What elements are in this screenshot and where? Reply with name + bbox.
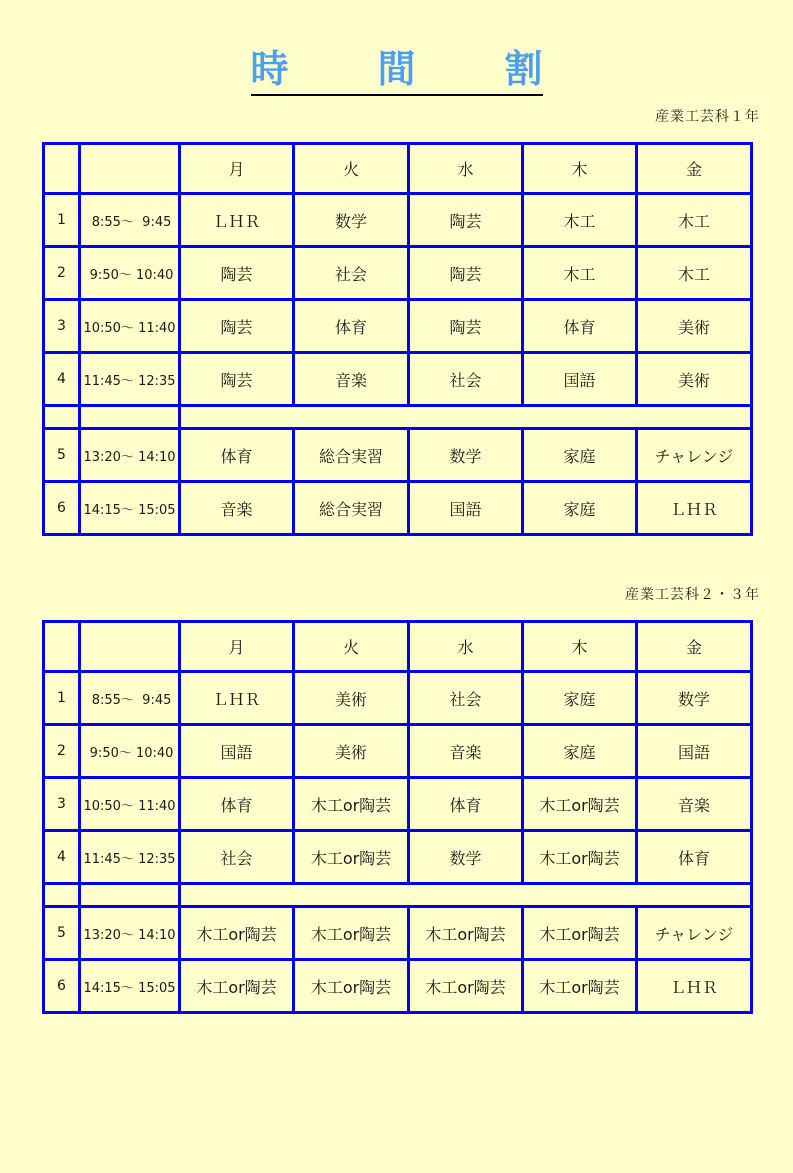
period-number: 1: [44, 672, 80, 725]
subject-cell: 社会: [409, 353, 523, 406]
subject-cell: 音楽: [294, 353, 409, 406]
subject-cell: 音楽: [409, 725, 523, 778]
lunch-break-row: [44, 406, 752, 429]
timetable-grade1: [42, 142, 753, 536]
subject-cell: 数学: [637, 672, 752, 725]
subject-cell: 家庭: [523, 429, 637, 482]
subject-cell: 木工: [637, 247, 752, 300]
day-header-tue: 火: [294, 144, 409, 194]
time-range: 13:20～ 14:10: [80, 907, 180, 960]
period-number: 6: [44, 482, 80, 535]
period-number: 2: [44, 247, 80, 300]
time-range: 10:50～ 11:40: [80, 778, 180, 831]
subject-cell: 陶芸: [409, 194, 523, 247]
time-range: 11:45～ 12:35: [80, 353, 180, 406]
time-range: 10:50～ 11:40: [80, 300, 180, 353]
subject-cell: 家庭: [523, 725, 637, 778]
subject-cell: 国語: [180, 725, 294, 778]
day-header-thu: 木: [523, 144, 637, 194]
period-row: [44, 353, 752, 406]
period-row: [44, 672, 752, 725]
subject-cell: チャレンジ: [637, 429, 752, 482]
subject-cell: 木工or陶芸: [294, 778, 409, 831]
subject-cell: 音楽: [637, 778, 752, 831]
subject-cell: 陶芸: [180, 300, 294, 353]
subject-cell: 国語: [409, 482, 523, 535]
subject-cell: 体育: [294, 300, 409, 353]
period-number: 1: [44, 194, 80, 247]
subject-cell: ＬＨＲ: [180, 672, 294, 725]
corner-blank: [80, 144, 180, 194]
period-row: [44, 960, 752, 1013]
subject-cell: 社会: [294, 247, 409, 300]
corner-blank: [80, 622, 180, 672]
subject-cell: 陶芸: [409, 247, 523, 300]
subject-cell: ＬＨＲ: [637, 960, 752, 1013]
subject-cell: 体育: [523, 300, 637, 353]
subject-cell: 総合実習: [294, 429, 409, 482]
subject-cell: 体育: [180, 429, 294, 482]
period-row: [44, 194, 752, 247]
day-header-mon: 月: [180, 144, 294, 194]
subject-cell: 陶芸: [409, 300, 523, 353]
subject-cell: 国語: [637, 725, 752, 778]
title-char-3: 割: [504, 47, 543, 91]
subject-cell: 木工or陶芸: [294, 907, 409, 960]
lunch-break-cell: [44, 884, 80, 907]
time-range: 8:55～ 9:45: [80, 194, 180, 247]
day-header-tue: 火: [294, 622, 409, 672]
day-header-thu: 木: [523, 622, 637, 672]
subject-cell: ＬＨＲ: [637, 482, 752, 535]
subject-cell: 木工or陶芸: [409, 907, 523, 960]
subject-cell: 木工or陶芸: [523, 960, 637, 1013]
title-char-2: 間: [377, 47, 416, 91]
subject-cell: 美術: [637, 353, 752, 406]
lunch-break-cell: [80, 406, 180, 429]
subject-cell: 数学: [294, 194, 409, 247]
subject-cell: 木工: [637, 194, 752, 247]
period-row: [44, 831, 752, 884]
title-char-1: 時: [250, 47, 289, 91]
day-header-mon: 月: [180, 622, 294, 672]
period-number: 5: [44, 429, 80, 482]
subject-cell: 陶芸: [180, 247, 294, 300]
period-row: [44, 300, 752, 353]
subject-cell: 木工or陶芸: [523, 831, 637, 884]
period-number: 4: [44, 831, 80, 884]
time-range: 11:45～ 12:35: [80, 831, 180, 884]
day-header-wed: 水: [409, 622, 523, 672]
lunch-break-cell: [44, 406, 80, 429]
subject-cell: 体育: [409, 778, 523, 831]
corner-blank: [44, 622, 80, 672]
subject-cell: 美術: [294, 725, 409, 778]
time-range: 9:50～ 10:40: [80, 247, 180, 300]
subject-cell: 木工or陶芸: [409, 960, 523, 1013]
lunch-break-cell: [180, 406, 752, 429]
day-header-fri: 金: [637, 622, 752, 672]
period-row: [44, 482, 752, 535]
time-range: 14:15～ 15:05: [80, 482, 180, 535]
subject-cell: 音楽: [180, 482, 294, 535]
subject-cell: 総合実習: [294, 482, 409, 535]
subject-cell: 木工or陶芸: [523, 907, 637, 960]
subject-cell: 木工or陶芸: [294, 960, 409, 1013]
subject-cell: 木工or陶芸: [180, 907, 294, 960]
period-row: [44, 429, 752, 482]
header-row: [44, 144, 752, 194]
subject-cell: 木工or陶芸: [180, 960, 294, 1013]
period-row: [44, 247, 752, 300]
subject-cell: ＬＨＲ: [180, 194, 294, 247]
subject-cell: 美術: [637, 300, 752, 353]
day-header-wed: 水: [409, 144, 523, 194]
subject-cell: 体育: [637, 831, 752, 884]
time-range: 14:15～ 15:05: [80, 960, 180, 1013]
period-number: 6: [44, 960, 80, 1013]
subject-cell: 木工: [523, 247, 637, 300]
subject-cell: 数学: [409, 831, 523, 884]
subject-cell: 家庭: [523, 482, 637, 535]
subject-cell: 木工or陶芸: [294, 831, 409, 884]
lunch-break-row: [44, 884, 752, 907]
header-row: [44, 622, 752, 672]
subject-cell: 木工or陶芸: [523, 778, 637, 831]
period-number: 5: [44, 907, 80, 960]
timetable-page: [0, 47, 793, 1173]
subject-cell: 社会: [409, 672, 523, 725]
period-number: 3: [44, 778, 80, 831]
period-number: 3: [44, 300, 80, 353]
subject-cell: 体育: [180, 778, 294, 831]
lunch-break-cell: [80, 884, 180, 907]
subject-cell: 数学: [409, 429, 523, 482]
subject-cell: 国語: [523, 353, 637, 406]
lunch-break-cell: [180, 884, 752, 907]
period-row: [44, 778, 752, 831]
subject-cell: チャレンジ: [637, 907, 752, 960]
time-range: 13:20～ 14:10: [80, 429, 180, 482]
time-range: 8:55～ 9:45: [80, 672, 180, 725]
period-row: [44, 907, 752, 960]
subject-cell: 美術: [294, 672, 409, 725]
period-number: 4: [44, 353, 80, 406]
period-row: [44, 725, 752, 778]
subject-cell: 社会: [180, 831, 294, 884]
page-title: [250, 47, 543, 96]
grade1-caption: 産業工芸科１年: [655, 109, 760, 125]
corner-blank: [44, 144, 80, 194]
grade23-caption: 産業工芸科２・３年: [625, 587, 760, 603]
period-number: 2: [44, 725, 80, 778]
time-range: 9:50～ 10:40: [80, 725, 180, 778]
day-header-fri: 金: [637, 144, 752, 194]
subject-cell: 木工: [523, 194, 637, 247]
subject-cell: 家庭: [523, 672, 637, 725]
timetable-grade23: [42, 620, 753, 1014]
subject-cell: 陶芸: [180, 353, 294, 406]
